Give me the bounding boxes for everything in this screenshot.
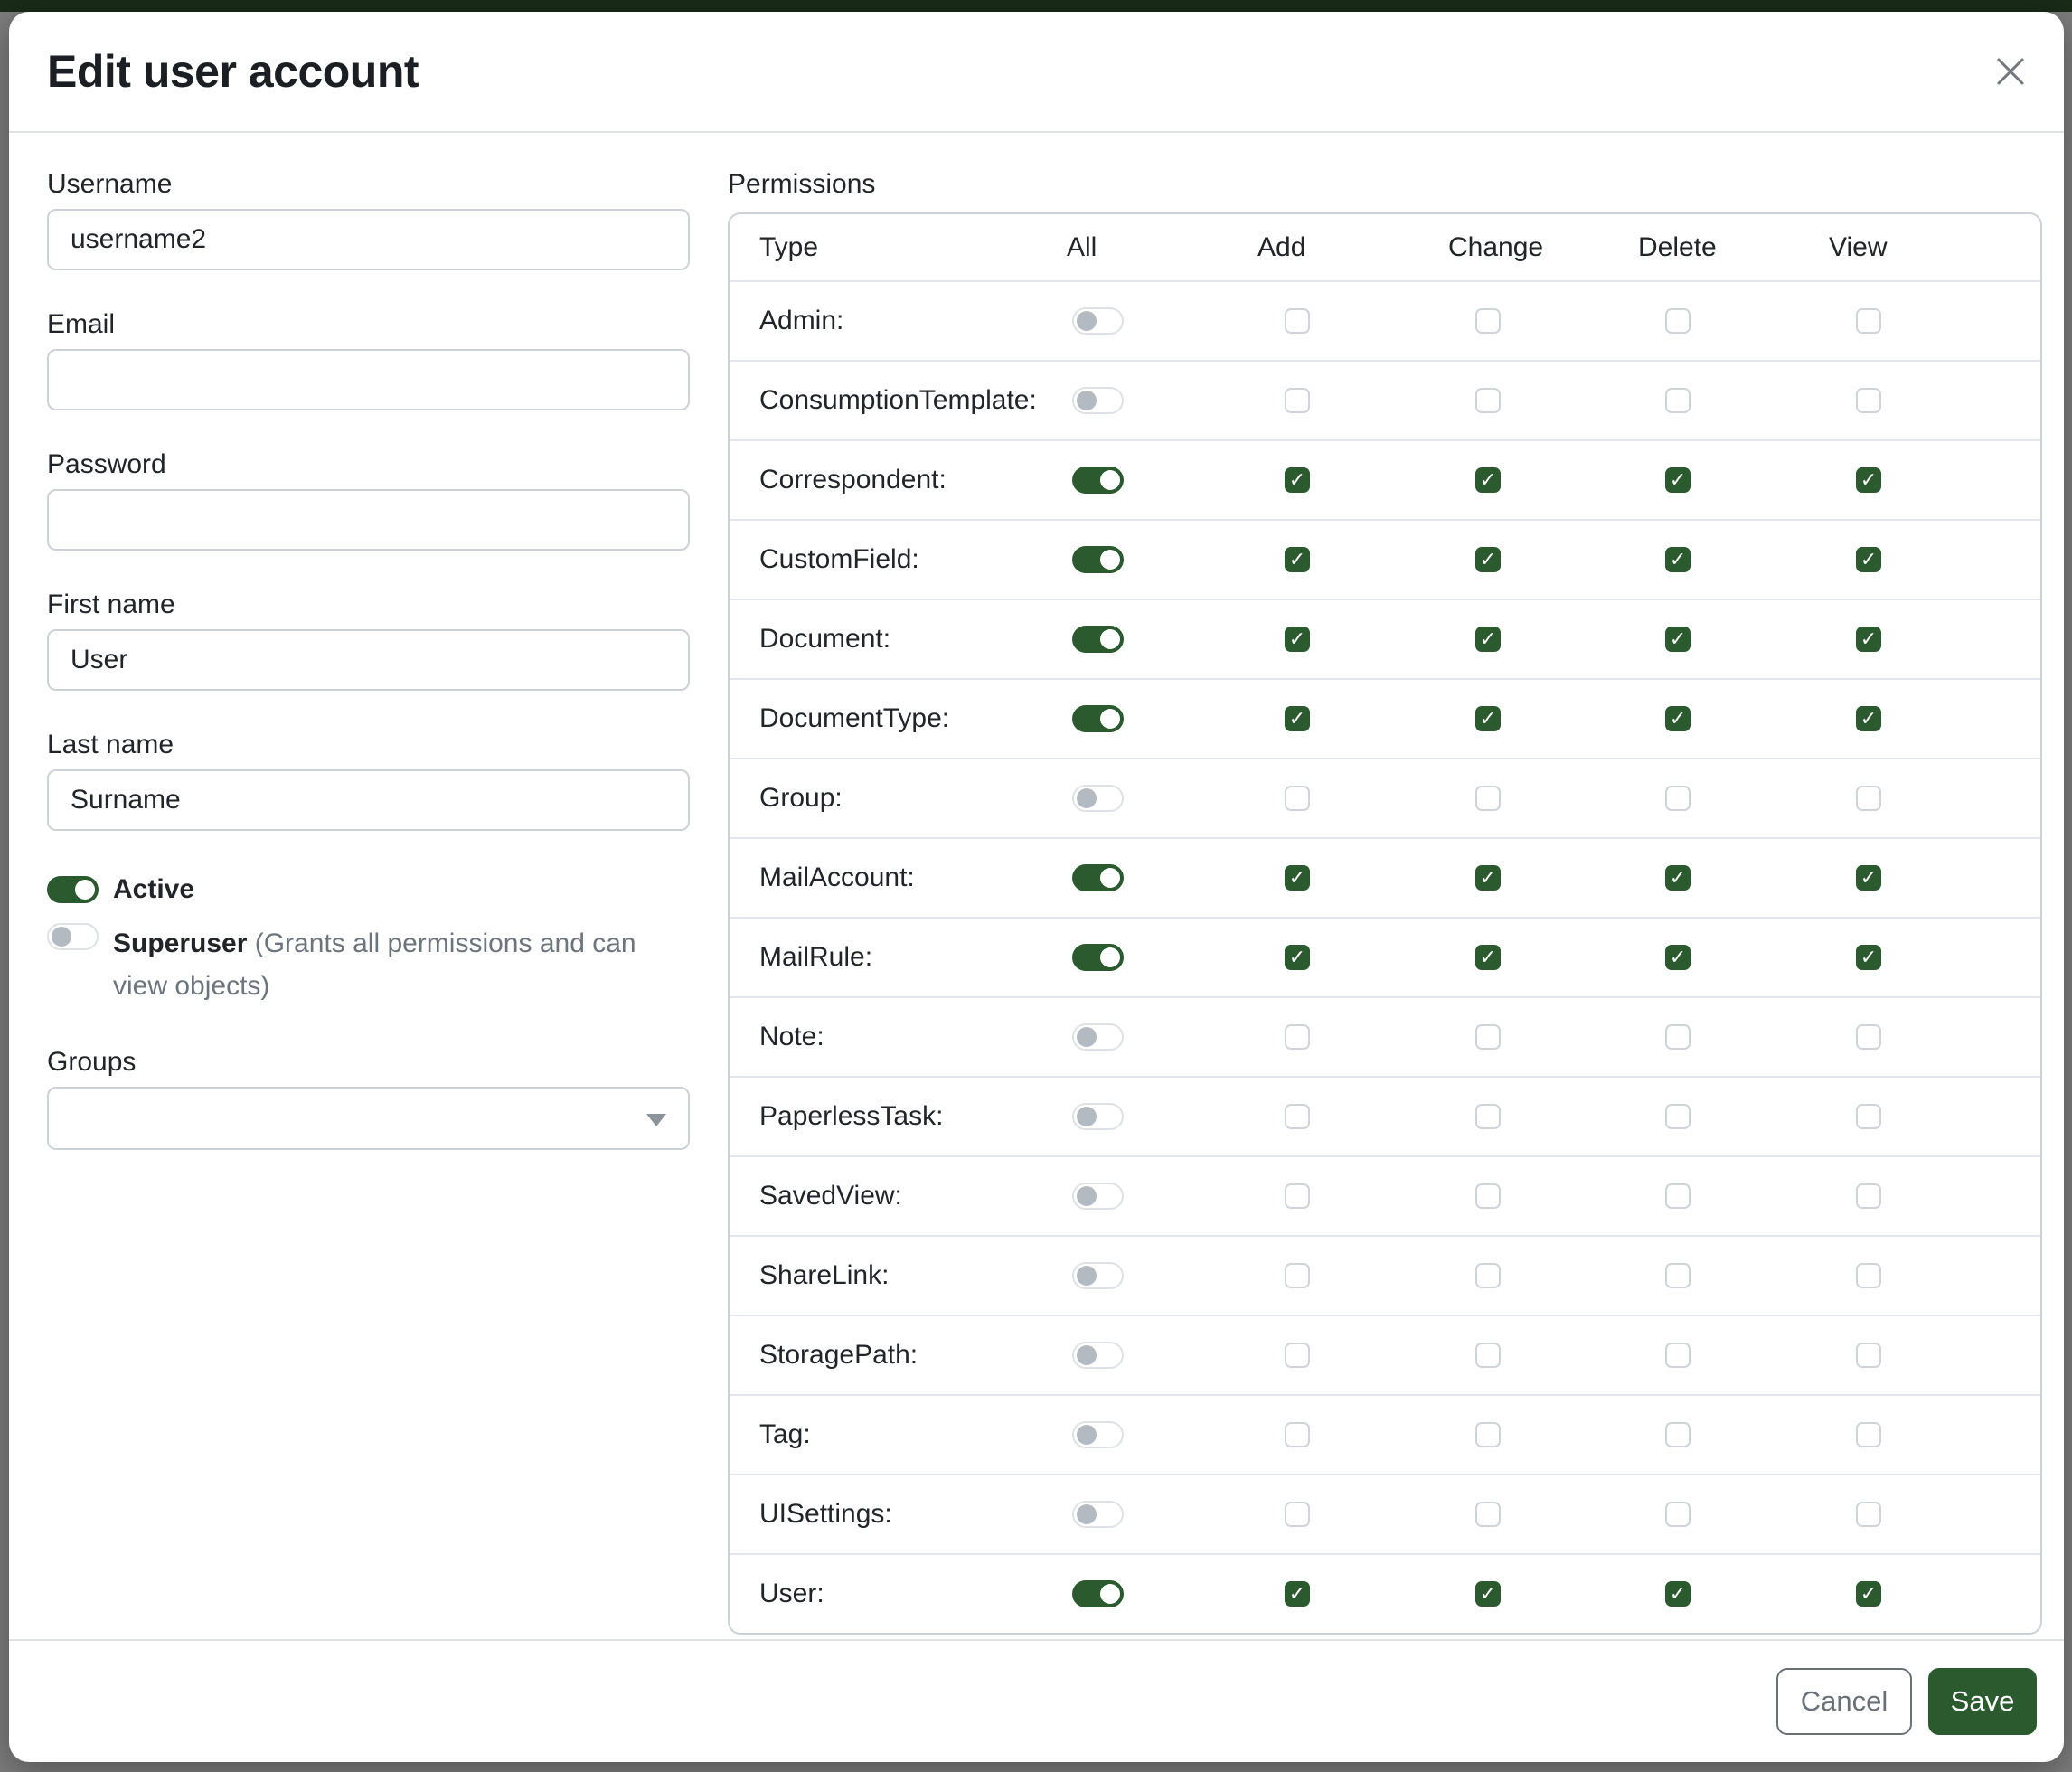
permission-view-checkbox[interactable] [1856, 1502, 1881, 1527]
permission-change-checkbox[interactable]: ✓ [1475, 467, 1501, 493]
permission-delete-checkbox[interactable]: ✓ [1665, 865, 1691, 891]
close-icon [1993, 78, 2028, 91]
permission-delete-checkbox[interactable]: ✓ [1665, 945, 1691, 970]
permission-delete-checkbox[interactable] [1665, 1263, 1691, 1288]
permission-delete-checkbox[interactable]: ✓ [1665, 627, 1691, 652]
permission-type-label: User: [759, 1579, 824, 1608]
modal-header [9, 12, 2064, 133]
permission-change-checkbox[interactable] [1475, 1024, 1501, 1050]
permission-change-checkbox[interactable]: ✓ [1475, 865, 1501, 891]
toggle-knob [1100, 470, 1120, 490]
permission-view-checkbox[interactable]: ✓ [1856, 865, 1881, 891]
toggle-knob [1077, 1027, 1097, 1047]
permission-change-checkbox[interactable] [1475, 786, 1501, 811]
toggle-knob [75, 880, 95, 900]
permission-change-checkbox[interactable]: ✓ [1475, 945, 1501, 970]
permission-change-checkbox[interactable] [1475, 1422, 1501, 1447]
permission-view-checkbox[interactable] [1856, 388, 1881, 413]
toggle-knob [1100, 1584, 1120, 1604]
permission-delete-checkbox[interactable]: ✓ [1665, 1581, 1691, 1607]
permission-type-label: Tag: [759, 1419, 811, 1449]
permission-all-toggle[interactable] [1072, 1580, 1124, 1607]
permission-delete-checkbox[interactable] [1665, 1502, 1691, 1527]
permission-view-checkbox[interactable]: ✓ [1856, 706, 1881, 731]
permission-row [730, 1394, 2040, 1474]
column-header-all: All [1067, 231, 1097, 262]
permission-add-checkbox[interactable] [1285, 1183, 1310, 1209]
permission-delete-checkbox[interactable]: ✓ [1665, 467, 1691, 493]
permission-row [730, 599, 2040, 678]
permission-view-checkbox[interactable] [1856, 786, 1881, 811]
username-group [47, 169, 690, 270]
permission-change-checkbox[interactable] [1475, 388, 1501, 413]
first-name-label: First name [47, 589, 175, 619]
permission-change-checkbox[interactable]: ✓ [1475, 627, 1501, 652]
toggle-knob [1077, 1107, 1097, 1126]
save-button[interactable]: Save [1928, 1668, 2037, 1735]
permission-all-toggle[interactable] [1072, 387, 1124, 414]
permission-row [730, 1315, 2040, 1394]
permission-row [730, 996, 2040, 1076]
permission-add-checkbox[interactable] [1285, 786, 1310, 811]
permission-type-label: Group: [759, 783, 843, 813]
permission-view-checkbox[interactable] [1856, 1263, 1881, 1288]
permission-add-checkbox[interactable]: ✓ [1285, 467, 1310, 493]
permission-type-label: CustomField: [759, 544, 919, 574]
permission-change-checkbox[interactable]: ✓ [1475, 706, 1501, 731]
modal-footer [9, 1639, 2064, 1762]
column-header-view: View [1829, 231, 1888, 262]
toggle-knob [1077, 1186, 1097, 1206]
permission-delete-checkbox[interactable] [1665, 786, 1691, 811]
permission-add-checkbox[interactable]: ✓ [1285, 627, 1310, 652]
toggle-knob [1077, 391, 1097, 410]
permissions-heading: Permissions [728, 169, 876, 199]
permission-row [730, 758, 2040, 837]
permission-change-checkbox[interactable] [1475, 1183, 1501, 1209]
permission-type-label: ShareLink: [759, 1260, 890, 1290]
permission-type-label: Correspondent: [759, 465, 947, 495]
permission-row [730, 519, 2040, 599]
permission-all-toggle[interactable] [1072, 1342, 1124, 1369]
permission-type-label: UISettings: [759, 1499, 892, 1529]
permission-all-toggle[interactable] [1072, 785, 1124, 812]
permission-add-checkbox[interactable] [1285, 1502, 1310, 1527]
permission-delete-checkbox[interactable] [1665, 388, 1691, 413]
permission-change-checkbox[interactable] [1475, 1104, 1501, 1129]
permission-row [730, 837, 2040, 917]
permission-type-label: DocumentType: [759, 703, 950, 733]
permission-row [730, 917, 2040, 996]
permission-type-label: MailRule: [759, 942, 873, 972]
permission-type-label: PaperlessTask: [759, 1101, 944, 1131]
permission-type-label: Note: [759, 1022, 824, 1051]
permission-type-label: SavedView: [759, 1181, 902, 1211]
permission-add-checkbox[interactable] [1285, 308, 1310, 334]
permission-view-checkbox[interactable] [1856, 1422, 1881, 1447]
permission-delete-checkbox[interactable]: ✓ [1665, 547, 1691, 572]
last-name-label: Last name [47, 730, 174, 759]
permission-type-label: Document: [759, 624, 891, 654]
permission-all-toggle[interactable] [1072, 1421, 1124, 1448]
toggle-knob [1077, 1504, 1097, 1524]
permission-delete-checkbox[interactable] [1665, 1024, 1691, 1050]
close-button[interactable] [1990, 51, 2031, 92]
toggle-knob [1100, 709, 1120, 729]
toggle-knob [1100, 868, 1120, 888]
permission-all-toggle[interactable] [1072, 467, 1124, 494]
permission-delete-checkbox[interactable] [1665, 308, 1691, 334]
permission-delete-checkbox[interactable] [1665, 1183, 1691, 1209]
modal-title: Edit user account [47, 46, 419, 97]
password-label: Password [47, 449, 166, 479]
groups-group [47, 1047, 690, 1150]
column-header-change: Change [1448, 231, 1544, 262]
active-toggle[interactable] [47, 876, 99, 903]
permission-add-checkbox[interactable]: ✓ [1285, 945, 1310, 970]
permission-row [730, 360, 2040, 439]
permission-add-checkbox[interactable] [1285, 1422, 1310, 1447]
permission-view-checkbox[interactable] [1856, 1343, 1881, 1368]
permission-all-toggle[interactable] [1072, 944, 1124, 971]
toggle-knob [1100, 947, 1120, 967]
chevron-down-icon [646, 1114, 666, 1126]
permission-delete-checkbox[interactable] [1665, 1104, 1691, 1129]
permission-view-checkbox[interactable]: ✓ [1856, 467, 1881, 493]
permission-type-label: MailAccount: [759, 862, 915, 892]
groups-label: Groups [47, 1047, 137, 1077]
permission-view-checkbox[interactable] [1856, 1183, 1881, 1209]
permission-add-checkbox[interactable] [1285, 1024, 1310, 1050]
permission-all-toggle[interactable] [1072, 1262, 1124, 1289]
superuser-row [47, 923, 690, 1007]
permission-all-toggle[interactable] [1072, 307, 1124, 335]
permission-all-toggle[interactable] [1072, 705, 1124, 732]
toggle-knob [52, 927, 71, 947]
permission-view-checkbox[interactable] [1856, 308, 1881, 334]
permission-type-label: StoragePath: [759, 1340, 918, 1370]
permission-type-label: ConsumptionTemplate: [759, 385, 1037, 415]
permission-add-checkbox[interactable] [1285, 1343, 1310, 1368]
email-group [47, 309, 690, 410]
permission-row [730, 439, 2040, 519]
toggle-knob [1100, 629, 1120, 649]
toggle-knob [1077, 1345, 1097, 1365]
user-form [47, 169, 690, 1639]
modal-body [9, 133, 2064, 1639]
permission-delete-checkbox[interactable] [1665, 1422, 1691, 1447]
permission-view-checkbox[interactable]: ✓ [1856, 945, 1881, 970]
permission-row [730, 678, 2040, 758]
permission-type-label: Admin: [759, 306, 844, 335]
permission-change-checkbox[interactable] [1475, 1343, 1501, 1368]
column-header-add: Add [1257, 231, 1306, 262]
password-group [47, 449, 690, 551]
edit-user-modal [9, 12, 2064, 1762]
permission-add-checkbox[interactable]: ✓ [1285, 1581, 1310, 1607]
permission-add-checkbox[interactable] [1285, 1263, 1310, 1288]
permission-add-checkbox[interactable]: ✓ [1285, 865, 1310, 891]
permission-add-checkbox[interactable]: ✓ [1285, 706, 1310, 731]
active-label: Active [113, 874, 195, 904]
column-header-delete: Delete [1638, 231, 1717, 262]
column-header-type: Type [759, 231, 819, 262]
permission-change-checkbox[interactable]: ✓ [1475, 547, 1501, 572]
toggle-knob [1077, 1266, 1097, 1286]
permission-view-checkbox[interactable]: ✓ [1856, 1581, 1881, 1607]
active-row [47, 874, 690, 905]
superuser-label: Superuser [113, 928, 248, 958]
permission-all-toggle[interactable] [1072, 626, 1124, 653]
permission-all-toggle[interactable] [1072, 864, 1124, 891]
permission-row [730, 1474, 2040, 1553]
app-header-bar [0, 0, 2072, 12]
permission-delete-checkbox[interactable] [1665, 1343, 1691, 1368]
toggle-knob [1077, 788, 1097, 808]
permission-change-checkbox[interactable] [1475, 308, 1501, 334]
email-label: Email [47, 309, 116, 339]
permission-all-toggle[interactable] [1072, 1183, 1124, 1210]
toggle-knob [1100, 550, 1120, 570]
permission-all-toggle[interactable] [1072, 1023, 1124, 1051]
username-input[interactable] [47, 209, 690, 270]
permission-row [730, 1235, 2040, 1315]
permission-change-checkbox[interactable] [1475, 1502, 1501, 1527]
permission-all-toggle[interactable] [1072, 1103, 1124, 1130]
permission-view-checkbox[interactable]: ✓ [1856, 627, 1881, 652]
permission-change-checkbox[interactable]: ✓ [1475, 1581, 1501, 1607]
permission-add-checkbox[interactable] [1285, 388, 1310, 413]
permission-row [730, 280, 2040, 360]
permissions-table [728, 212, 2042, 1635]
permission-row [730, 1076, 2040, 1155]
groups-select[interactable] [47, 1087, 690, 1150]
permission-view-checkbox[interactable] [1856, 1104, 1881, 1129]
permission-add-checkbox[interactable] [1285, 1104, 1310, 1129]
cancel-button[interactable]: Cancel [1776, 1668, 1912, 1735]
email-field[interactable] [47, 349, 690, 410]
permission-row [730, 1155, 2040, 1235]
toggle-knob [1077, 311, 1097, 331]
permission-all-toggle[interactable] [1072, 546, 1124, 573]
permission-change-checkbox[interactable] [1475, 1263, 1501, 1288]
first-name-field[interactable] [47, 629, 690, 691]
permission-view-checkbox[interactable]: ✓ [1856, 547, 1881, 572]
permission-delete-checkbox[interactable]: ✓ [1665, 706, 1691, 731]
username-label: Username [47, 169, 173, 199]
permission-all-toggle[interactable] [1072, 1501, 1124, 1528]
superuser-hint: (Grants all permissions and can view objects) [113, 928, 636, 1001]
last-name-group [47, 730, 690, 831]
first-name-group [47, 589, 690, 691]
permission-row [730, 1553, 2040, 1633]
permissions-header-row [730, 214, 2040, 280]
last-name-field[interactable] [47, 769, 690, 831]
permissions-section [728, 169, 2042, 1639]
password-field[interactable] [47, 489, 690, 551]
permission-add-checkbox[interactable]: ✓ [1285, 547, 1310, 572]
superuser-toggle[interactable] [47, 923, 99, 950]
toggle-knob [1077, 1425, 1097, 1445]
permission-view-checkbox[interactable] [1856, 1024, 1881, 1050]
